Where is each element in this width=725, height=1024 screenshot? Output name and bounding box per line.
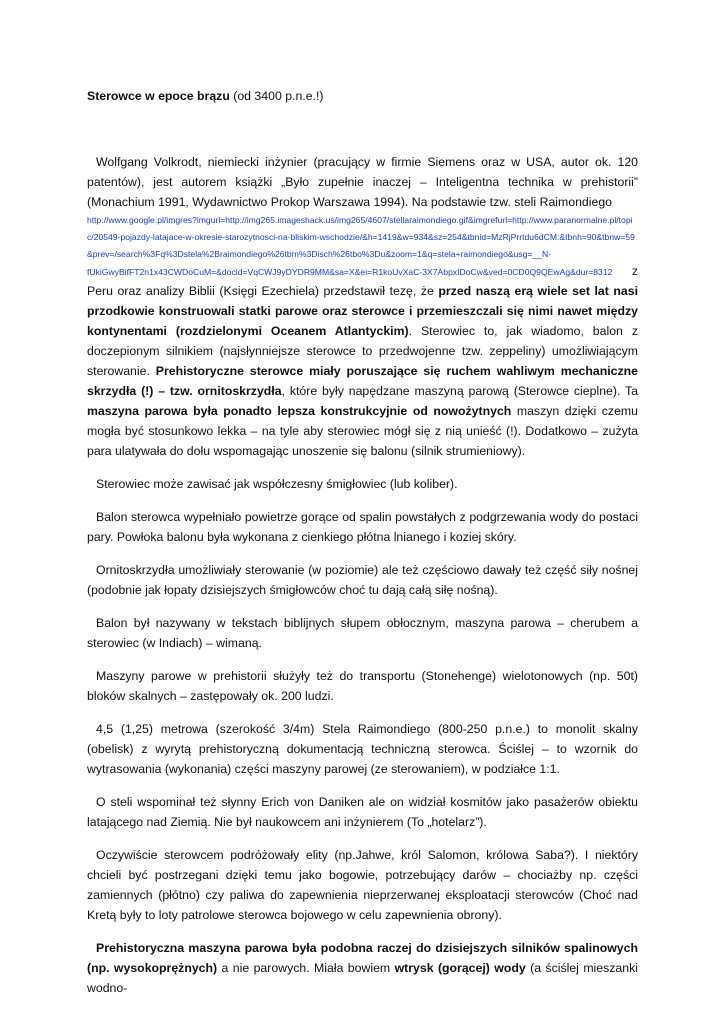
paragraph-11	[87, 938, 638, 998]
paragraph-5: Ornitoskrzydła umożliwiały sterowanie (w poziomie) ale też częściowo dawały też część siły nośnej (podobnie jak łopaty dzisiejszych śmigłowców choć tu dają całą siłę nośną).	[87, 563, 638, 597]
p2-text-e: , które były napędzane maszyną parową (Sterowce cieplne). Ta	[281, 384, 639, 398]
p2-text-g: maszyn dzięki czemu mogła być stosunkowo lekka – na tyle aby sterowiec mógł się z nią unieść (!). Dodatkowo – zużyta para ulatywała do dołu wspomagając unoszenie się balonu (silnik strumieniowy).	[87, 404, 638, 458]
p2-text-a: Peru oraz analizy Biblii (Księgi Ezechiela) przedstawił tezę, że	[87, 284, 439, 298]
paragraph-1: Wolfgang Volkrodt, niemiecki inżynier (pracujący w firmie Siemens oraz w USA, autor ok. 120 patentów), jest autorem książki „Było zupełnie inaczej – Inteligentna technika w prehistorii” (Monachium 1991, Wydawnictwo Prokop Warszawa 1994). Na podstawie tzw. steli Raimondiego	[87, 155, 638, 209]
p11-bold-c: wtrysk (gorącej) wody	[394, 961, 526, 975]
paragraph-7: Maszyny parowe w prehistorii służyły też do transportu (Stonehenge) wielotonowych (np. 50t) bloków skalnych – zastępowały ok. 200 ludzi.	[87, 669, 638, 703]
p11-bold-a: Prehistoryczna maszyna parowa była podobna raczej do dzisiejszych silników spalinowych (np. wysokoprężnych)	[87, 941, 638, 975]
p11-text-b: a nie parowych. Miała bowiem	[217, 961, 395, 975]
p2-bold-b: przed naszą erą wiele set lat nasi przodkowie konstruowali statki parowe oraz sterowce i przemieszczali się nimi nawet między kontynentami (rozdzielonymi Oceanem Atlantyckim)	[87, 284, 638, 338]
p2-text-c: . Sterowiec to, jak wiadomo, balon z doczepionym silnikiem (najsłynniejsze sterowce to przedwojenne tzw. zeppeliny) umożliwiającym sterowanie.	[87, 324, 639, 378]
link-tail-text: z	[632, 264, 638, 278]
paragraph-3: Sterowiec może zawisać jak współczesny śmigłowiec (lub koliber).	[96, 477, 458, 491]
paragraph-6: Balon był nazywany w tekstach biblijnych słupem obłocznym, maszyna parowa – cherubem a sterowiec (w Indiach) – wimaną.	[87, 616, 638, 650]
p2-bold-d: Prehistoryczne sterowce miały poruszające się ruchem wahliwym mechaniczne skrzydła (!) – tzw. ornitoskrzydła	[87, 364, 638, 398]
paragraph-4: Balon sterowca wypełniało powietrze gorące od spalin powstałych z podgrzewania wody do postaci pary. Powłoka balonu była wykonana z cienkiego płótna lnianego i koziej skóry.	[87, 510, 638, 544]
paragraph-8: 4,5 (1,25) metrowa (szerokość 3/4m) Stela Raimondiego (800-250 p.n.e.) to monolit skalny (obelisk) z wyrytą prehistoryczną dokumentacją techniczną sterowca. Ściślej – to wzornik do wytrasowania (wykonania) części maszyny parowej (ze sterowaniem), w podziałce 1:1.	[87, 722, 638, 776]
title-bold: Sterowce w epoce brązu	[87, 89, 230, 103]
document-title	[87, 86, 638, 106]
source-link[interactable]: http://www.google.pl/imgres?imgurl=http://img265.imageshack.us/img265/4607/stellaraimondiego.gif&imgrefurl=http://www.paranormalne.pl/topic/20549-pojazdy-latajace-w-okresie-starozytnosci-na-bliskim-wschodzie/&h=1419&w=934&sz=254&tbnid=MzRjPrrtdu6dCM:&tbnh=90&tbnw=59&prev=/search%3Fq%3Dstela%2Braimondiego%26tbm%3Disch%26tbo%3Du&zoom=1&q=stela+raimondiego&usg=__N-	[87, 215, 635, 259]
p2-bold-f: maszyna parowa była ponadto lepsza konstrukcyjnie od nowożytnych	[87, 404, 512, 418]
source-link-continuation[interactable]: fUkiGwyBifFT2n1x43CWDoCuM=&docid=VqCWJ9yDYDR9MM&sa=X&ei=R1koUvXaC-3X7AbpxIDoCw&ved=0CD0Q9QEwAg&dur=8312	[87, 267, 613, 277]
first-section	[87, 152, 638, 461]
paragraph-9: O steli wspominał też słynny Erich von Daniken ale on widział kosmitów jako pasażerów obiektu latającego nad Ziemią. Nie był naukowcem ani inżynierem (To „hotelarz”).	[87, 795, 638, 829]
p11-text-d: (a ściślej mieszanki wodno-	[87, 961, 638, 995]
title-rest: (od 3400 p.n.e.!)	[229, 89, 324, 103]
paragraph-2	[87, 281, 638, 461]
paragraph-10: Oczywiście sterowcem podróżowały elity (np.Jahwe, król Salomon, królowa Saba?). I niektóry chcieli być postrzegani dzięki temu jako bogowie, potrzebujący darów – chociażby np. części zamiennych (płótno) czy paliwa do zapewnienia nieprzerwanej eksploatacji sterowców (Choć nad Kretą były to loty patrolowe sterowca bojowego w celu zapewnienia obrony).	[87, 848, 638, 922]
source-link-end	[87, 263, 638, 281]
document-body	[87, 86, 638, 1011]
